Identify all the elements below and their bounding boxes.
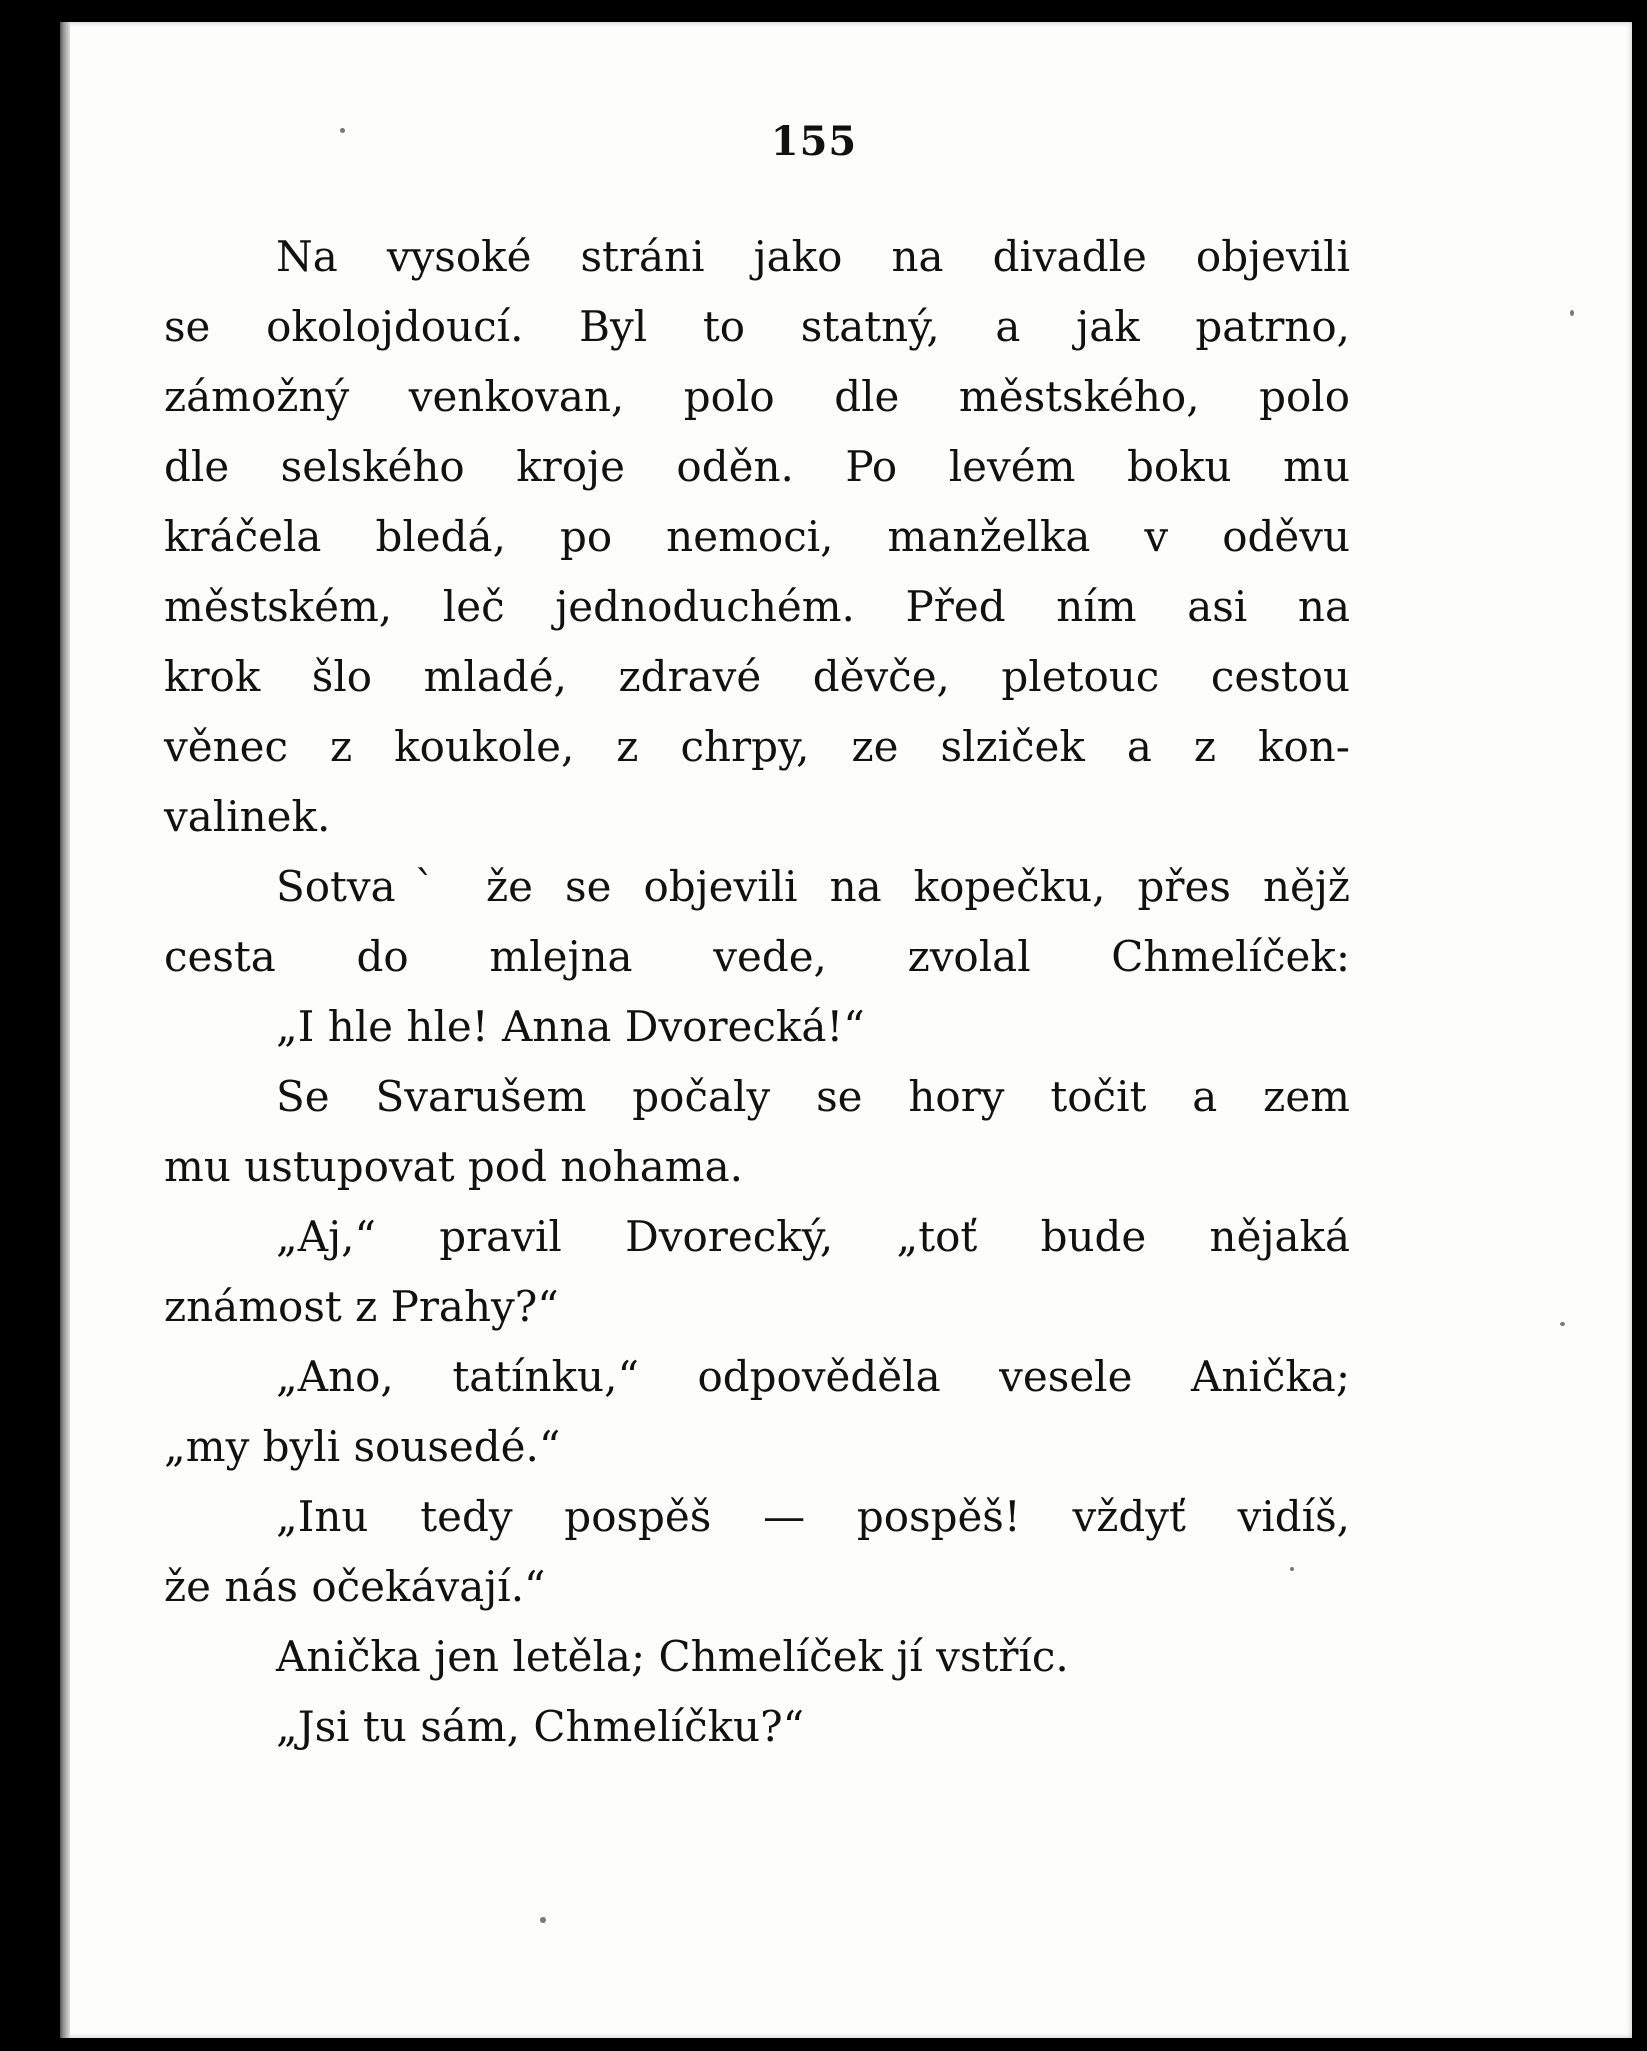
text-line: „Inu tedy pospěš — pospěš! vždyť vidíš, <box>276 1492 1350 1541</box>
text-line: mu ustupovat pod nohama. <box>164 1142 743 1191</box>
scan-speck <box>1560 1322 1565 1326</box>
text-line: Anička jen letěla; Chmelíček jí vstříc. <box>276 1632 1069 1681</box>
text-line: „my byli sousedé.“ <box>164 1422 561 1471</box>
scan-speck <box>540 1917 546 1923</box>
text-line: krok šlo mladé, zdravé děvče, pletouc cestou <box>164 652 1350 701</box>
page-edge-shadow <box>60 22 70 2038</box>
text-line: zámožný venkovan, polo dle městského, polo <box>164 372 1350 421</box>
text-line: „I hle hle! Anna Dvorecká!“ <box>276 1002 865 1051</box>
text-line: cesta do mlejna vede, zvolal Chmelíček: <box>164 932 1350 981</box>
text-line: Se Svarušem počaly se hory točit a zem <box>276 1072 1350 1121</box>
text-line: valinek. <box>164 792 331 841</box>
text-line: známost z Prahy?“ <box>164 1282 559 1331</box>
text-line: kráčela bledá, po nemoci, manželka v oděvu <box>164 512 1350 561</box>
text-line: se okolojdoucí. Byl to statný, a jak patrno, <box>164 302 1350 351</box>
text-line: Sotvaˋ že se objevili na kopečku, přes nějž <box>276 862 1350 911</box>
text-line: že nás očekávají.“ <box>164 1562 546 1611</box>
text-line: „Ano, tatínku,“ odpověděla vesele Anička; <box>276 1352 1350 1401</box>
text-line: věnec z koukole, z chrpy, ze slziček a z kon- <box>164 722 1350 771</box>
text-line: „Jsi tu sám, Chmelíčku?“ <box>276 1702 805 1751</box>
body-text <box>164 222 1350 1762</box>
scan-speck <box>1570 310 1574 316</box>
text-line: městském, leč jednoduchém. Před ním asi na <box>164 582 1350 631</box>
text-line: Na vysoké stráni jako na divadle objevili <box>276 232 1350 281</box>
book-page <box>60 22 1632 2038</box>
scan-speck <box>340 128 345 133</box>
text-line: dle selského kroje oděn. Po levém boku mu <box>164 442 1350 491</box>
page-number: 155 <box>770 118 858 165</box>
scan-speck <box>1290 1567 1294 1571</box>
text-line: „Aj,“ pravil Dvorecký, „toť bude nějaká <box>276 1212 1350 1261</box>
